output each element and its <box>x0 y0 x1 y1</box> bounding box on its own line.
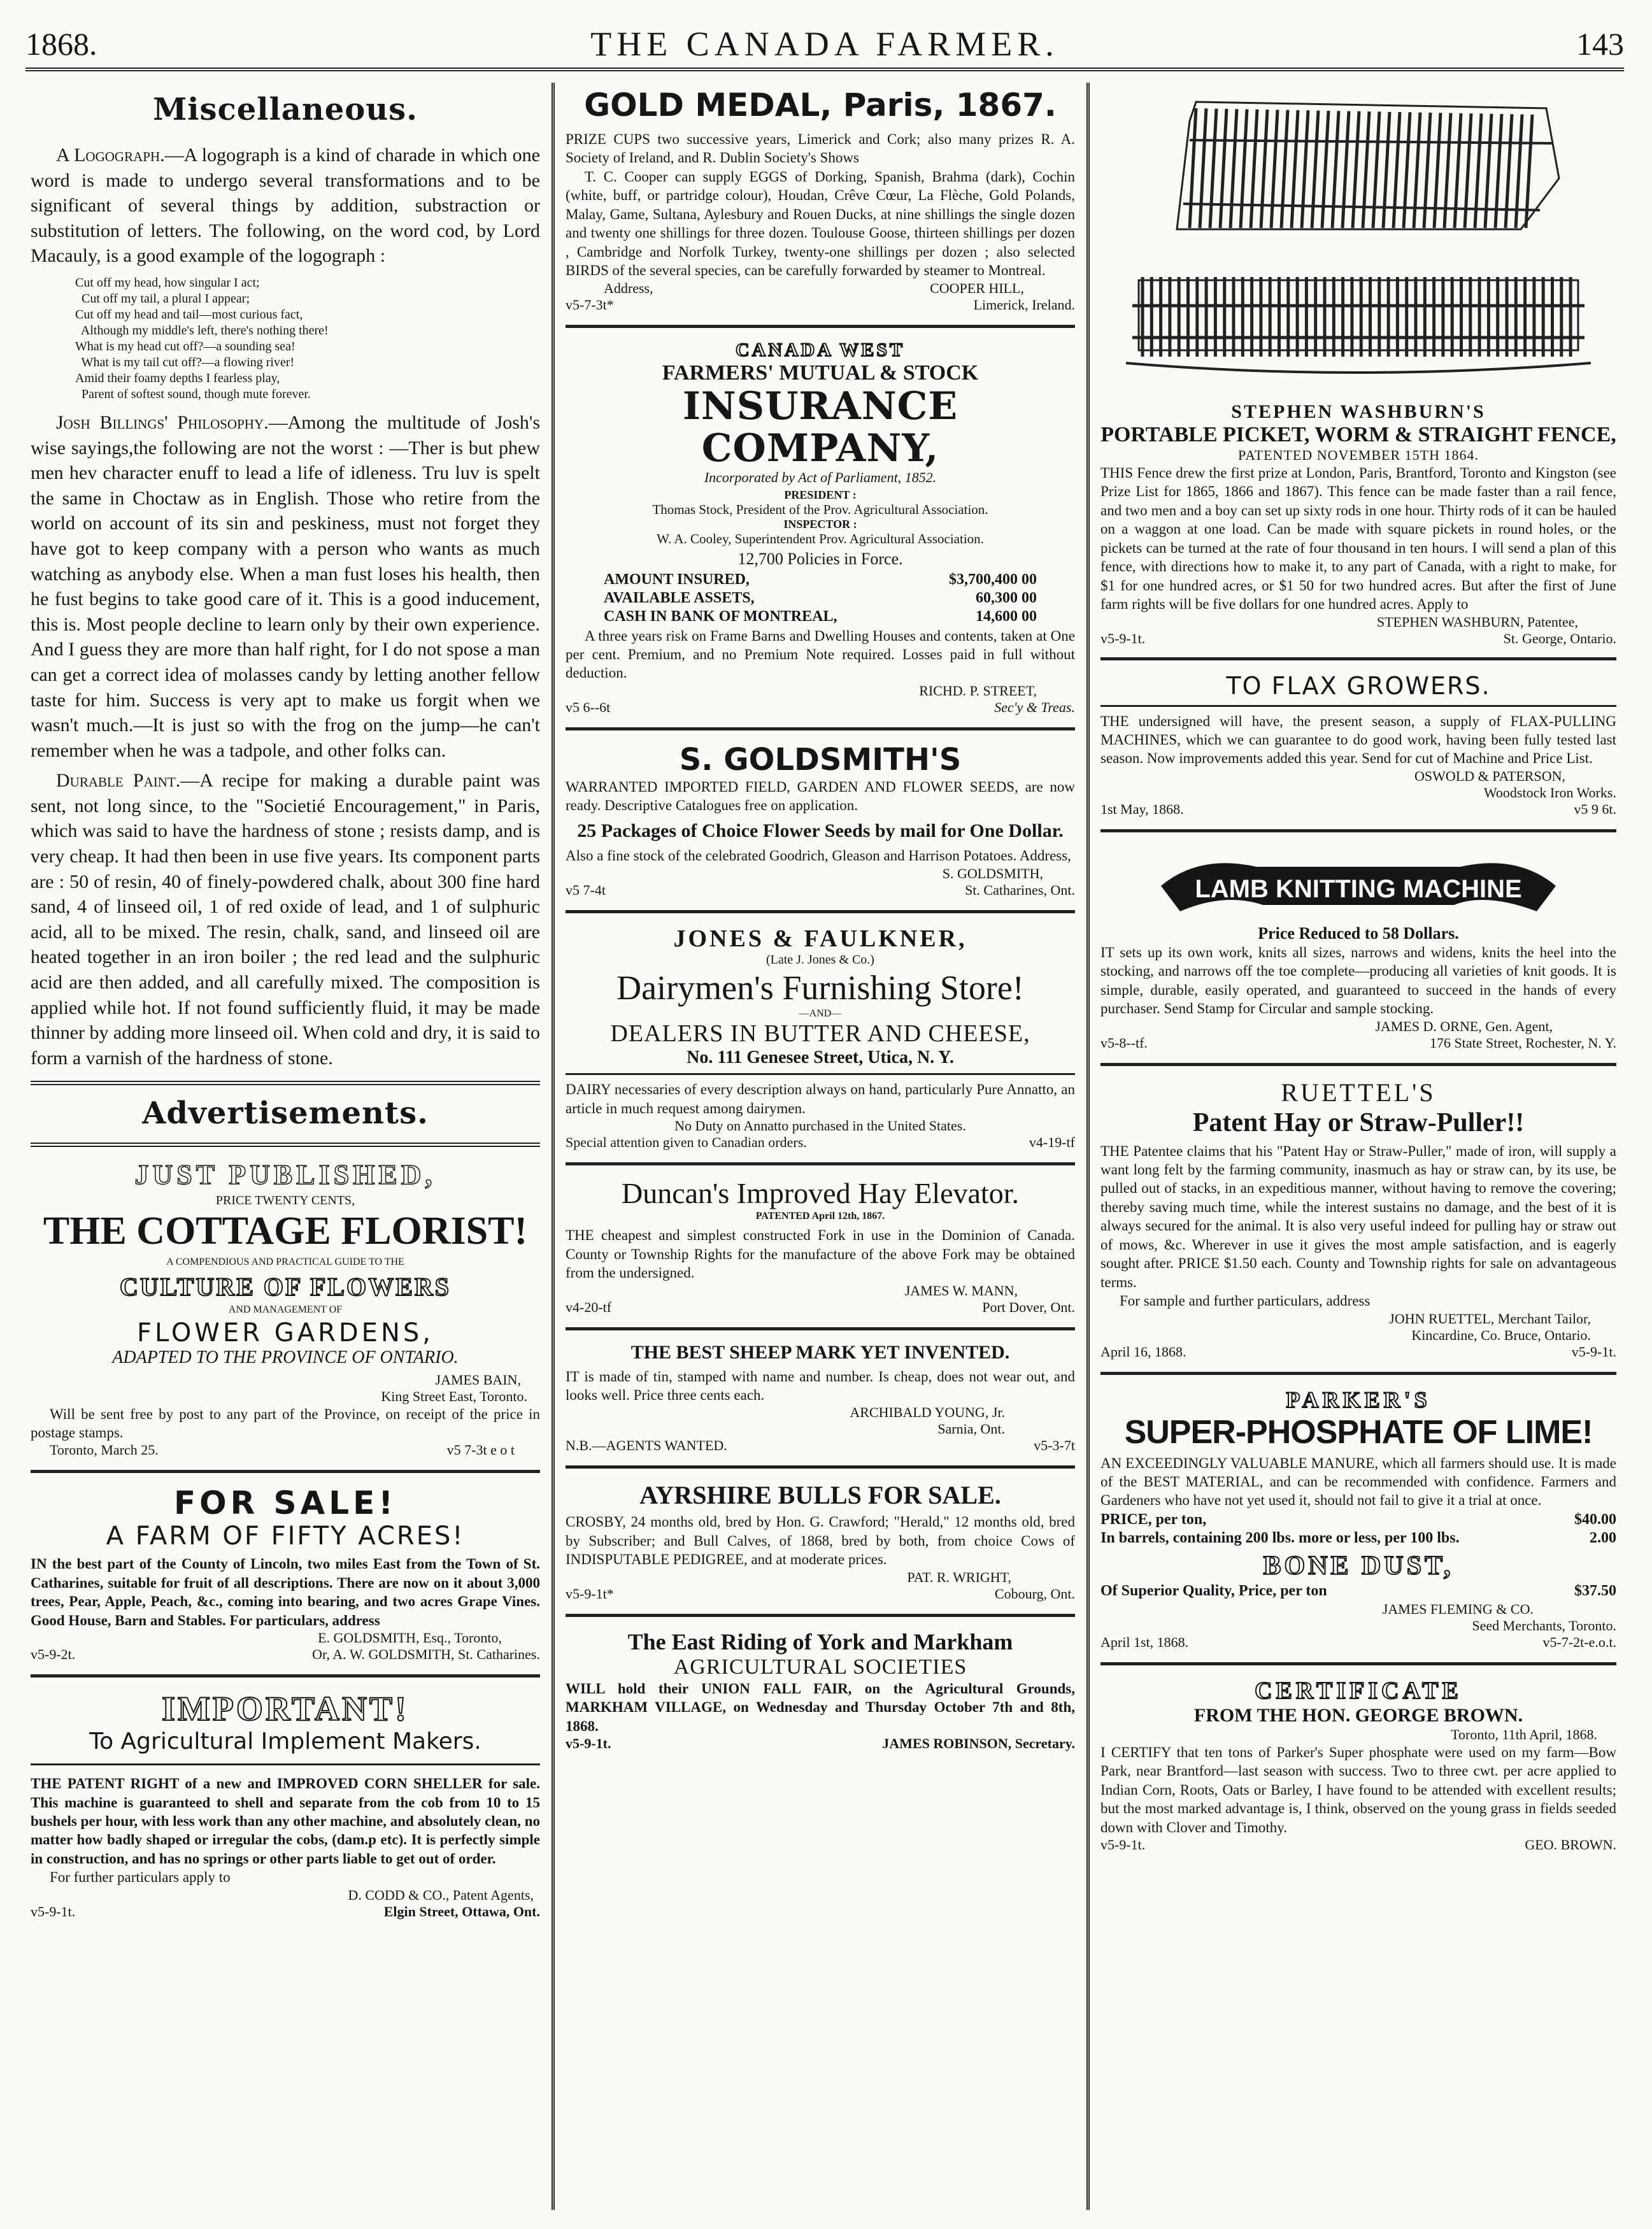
section-rule <box>31 1081 540 1085</box>
florist-author: JAMES BAIN, <box>435 1371 521 1388</box>
verse-line: What is my tail cut off?—a flowing river! <box>75 355 295 369</box>
washburn-text: THIS Fence drew the first prize at London, Paris, Brantford, Toronto and Kingston (see Prize List for 1865, 1866 and 1867). This fence can be made faster than a rail fence, and two men and a boy can set up sixty rods in one hour. Thirty rods of it can be hauled on a waggon at one load. Can be made with square pickets in round holes, or the pickets can be turned at the rate of four thousand in ten hours. I will send a plan of this fence, with directions how to make it, to any part of Canada, with a right to make, for $1 for one hundred acres, or $1 50 for two hundred acres. But after the first of June farm rights will be five dollars for one hundred acres. Apply to <box>1100 465 1616 613</box>
certificate-code: v5-9-1t. <box>1100 1837 1146 1853</box>
certificate-title: CERTIFICATE <box>1255 1677 1462 1704</box>
parker-price-row <box>1100 1511 1616 1528</box>
verse-line: Cut off my tail, a plural I appear; <box>75 291 250 306</box>
knitting-code: v5-8--tf. <box>1100 1034 1148 1051</box>
florist-note: Will be sent free by post to any part of the Province, on receipt of the price in postage stamps. <box>31 1406 540 1441</box>
ad-insurance-company <box>566 338 1075 717</box>
goldsmith-place: St. Catharines, Ont. <box>965 881 1075 898</box>
issue-year: 1868. <box>25 26 97 62</box>
logograph-lead: A Logograph. <box>56 145 165 166</box>
sheep-agents: N.B.—AGENTS WANTED. <box>566 1437 727 1454</box>
important-text: THE PATENT RIGHT of a new and IMPROVED CORN SHELLER for sale. This machine is guaranteed to shell and separate from the cob from 10 to 15 bushels per hour, with less work than any other machine, and absolutely clean, no matter how badly shaped or irregular the cobs, (dam.p etc). It is perfectly simple in construction, and has no springs or other parts liable to get out of order. <box>31 1776 540 1867</box>
ribbon-banner-icon <box>1155 848 1562 918</box>
parker-price-value: 2.00 <box>1590 1529 1616 1546</box>
insurance-row <box>604 590 1037 607</box>
paint-article <box>31 768 540 1071</box>
jones-and: —AND— <box>799 1008 842 1020</box>
insurance-title: INSURANCE COMPANY, <box>682 383 958 471</box>
washburn-patented: PATENTED NOVEMBER 15TH 1864. <box>1238 447 1479 463</box>
advertisements-heading: Advertisements. <box>142 1095 429 1132</box>
insurance-row-label: CASH IN BANK OF MONTREAL, <box>604 608 837 625</box>
parker-title: SUPER-PHOSPHATE OF LIME! <box>1124 1413 1593 1451</box>
miscellaneous-heading: Miscellaneous. <box>153 92 418 127</box>
column-rule-2 <box>1086 83 1090 2210</box>
ruettel-place: Kincardine, Co. Bruce, Ontario. <box>1411 1327 1591 1343</box>
florist-just-published: JUST PUBLISHED, <box>134 1159 436 1191</box>
billings-article <box>31 410 540 763</box>
logograph-verse <box>75 275 540 402</box>
gold-text1: PRIZE CUPS two successive years, Limerick and Cork; also many prizes R. A. Society of Ireland, and R. Dublin Society's Shows <box>566 131 1075 166</box>
duncan-sig: JAMES W. MANN, <box>904 1282 1018 1299</box>
parker-price-value: $40.00 <box>1574 1511 1616 1528</box>
ad-rule <box>566 727 1075 730</box>
flax-code: v5 9 6t. <box>1574 801 1616 817</box>
ayrshire-text: CROSBY, 24 months old, bred by Hon. G. Crawford; "Herald," 12 months old, bred by Subscriber; and Bull Calves, of 1868, bred by both, from choice Cows of INDISPUTABLE PEDIGREE, and at moderate prices. <box>566 1514 1075 1568</box>
ad-parker-super-phosphate <box>1100 1385 1616 1652</box>
washburn-sub: PORTABLE PICKET, WORM & STRAIGHT FENCE, <box>1100 423 1616 446</box>
forsale-title: FOR SALE! <box>173 1485 397 1522</box>
newspaper-title: THE CANADA FARMER. <box>590 25 1059 63</box>
gold-title: GOLD MEDAL, Paris, 1867. <box>584 87 1057 124</box>
ruettel-sig: JOHN RUETTEL, Merchant Tailor, <box>1389 1310 1591 1327</box>
florist-adapted: ADAPTED TO THE PROVINCE OF ONTARIO. <box>112 1347 459 1367</box>
ad-rule <box>1100 829 1616 832</box>
parker-price-label: PRICE, per ton, <box>1100 1511 1207 1528</box>
ad-rule <box>566 910 1075 913</box>
ad-rule <box>31 1470 540 1473</box>
ad-rule <box>1100 657 1616 660</box>
ad-rule <box>566 1327 1075 1330</box>
column-rule-1 <box>552 83 555 2210</box>
certificate-dateline: Toronto, 11th April, 1868. <box>1451 1726 1597 1742</box>
florist-address: King Street East, Toronto. <box>381 1388 527 1404</box>
parker-kicker: PARKER'S <box>1286 1386 1431 1413</box>
parker-sig: JAMES FLEMING & CO. <box>1382 1600 1534 1617</box>
florist-code: v5 7-3t e o t <box>446 1442 515 1458</box>
parker-price-row <box>1100 1530 1616 1547</box>
duncan-patented: PATENTED April 12th, 1867. <box>755 1211 885 1222</box>
ad-flax-growers <box>1100 671 1616 819</box>
florist-date: Toronto, March 25. <box>50 1442 159 1458</box>
verse-line: Parent of softest sound, though mute forever. <box>75 387 311 401</box>
goldsmith-sig: S. GOLDSMITH, <box>942 865 1043 881</box>
ad-rule <box>31 1674 540 1677</box>
knitting-banner-text: LAMB KNITTING MACHINE <box>1195 874 1522 903</box>
goldsmith-code: v5 7-4t <box>566 881 606 898</box>
eastriding-code: v5-9-1t. <box>566 1735 611 1751</box>
ad-rule <box>566 1614 1075 1617</box>
ad-rule <box>1100 705 1616 707</box>
goldsmith-text2: Also a fine stock of the celebrated Goodrich, Gleason and Harrison Potatoes. Address, <box>566 848 1071 864</box>
insurance-inspector-label: INSPECTOR : <box>783 517 857 531</box>
ad-lamb-knitting-machine <box>1100 843 1616 1053</box>
insurance-row-value: 14,600 00 <box>976 608 1037 625</box>
florist-title: THE COTTAGE FLORIST! <box>43 1209 528 1253</box>
gold-sig: COOPER HILL, <box>930 280 1024 296</box>
logograph-text: —A logograph is a kind of charade in which one word is made to undergo several transformations and to be significant of several things by addition, substraction or substitution of letters. The following, on the word cod, by Lord Macauly, is a good example of the logograph : <box>31 145 540 267</box>
insurance-row-label: AVAILABLE ASSETS, <box>604 589 755 606</box>
forsale-sig1: E. GOLDSMITH, Esq., Toronto, <box>318 1630 502 1646</box>
insurance-row-value: 60,300 00 <box>976 589 1037 606</box>
florist-price: PRICE TWENTY CENTS, <box>215 1193 355 1208</box>
ad-corn-sheller <box>31 1688 540 1921</box>
certificate-sub: FROM THE HON. GEORGE BROWN. <box>1193 1704 1523 1726</box>
sheep-code: v5-3-7t <box>1034 1437 1075 1454</box>
ad-farm-for-sale <box>31 1483 540 1664</box>
sheep-text: IT is made of tin, stamped with name and number. Is cheap, does not wear out, and looks well. Price three cents each. <box>566 1368 1075 1403</box>
washburn-sig: STEPHEN WASHBURN, Patentee, <box>1376 613 1578 630</box>
ad-jones-faulkner <box>566 923 1075 1153</box>
sheep-sig: ARCHIBALD YOUNG, Jr. <box>850 1404 1005 1421</box>
insurance-row-label: AMOUNT INSURED, <box>604 571 750 588</box>
verse-line: Amid their foamy depths I fearless play, <box>75 371 280 385</box>
gold-place: Limerick, Ireland. <box>973 296 1075 313</box>
florist-guide: A COMPENDIOUS AND PRACTICAL GUIDE TO THE <box>166 1256 404 1267</box>
insurance-row <box>604 571 1037 588</box>
goldsmith-text: WARRANTED IMPORTED FIELD, GARDEN AND FLOWER SEEDS, are now ready. Descriptive Catalogues free on application. <box>566 778 1075 814</box>
paint-text: —A recipe for making a durable paint was sent, not long since, to the "Societié Encouragement," in Paris, which was said to have the hardness of stone ; resists damp, and is very cheap. It had then been in use five years. Its component parts are : 50 of resin, 40 of finely-powdered chalk, about 300 fine hard sand, 4 of linseed oil, 1 of red oxide of lead, and 1 of sulphuric acid, all to be mixed. The resin, chalk, sand, and linseed oil are heated together in an iron boiler ; the red lead and the sulphuric acid are then added, and all carefully mixed. The composition is applied while hot. If not found sufficiently fluid, it may be made thinner by adding more linseed oil. When cold and dry, it is said to form a varnish of the hardness of stone. <box>31 770 540 1069</box>
important-address: Elgin Street, Ottawa, Ont. <box>383 1903 540 1919</box>
parker-text: AN EXCEEDINGLY VALUABLE MANURE, which all farmers should use. It is made of the BEST MATERIAL, and can be recommended with confidence. Farmers and Gardeners who have not yet used it, should not fail to give it a trial at once. <box>1100 1455 1616 1509</box>
flax-title: TO FLAX GROWERS. <box>1226 671 1491 700</box>
ayrshire-title: AYRSHIRE BULLS FOR SALE. <box>639 1481 1001 1510</box>
bone-label: Of Superior Quality, Price, per ton <box>1100 1582 1327 1599</box>
jones-code: v4-19-tf <box>1029 1134 1075 1151</box>
column-middle <box>566 83 1075 2210</box>
ayrshire-code: v5-9-1t* <box>566 1585 614 1602</box>
billings-text: —Among the multitude of Josh's wise sayings,the following are not the worst : —Ther is but phew men hev character enuff to lead a life of idleness. Tru luv is spelt the same in Choctaw as in English. Those who retire from the world on account of its sin and peskiness, must not forget they have got to keep company with a person who wants as much watching as anybody else. When a man fust loses his health, then he fust begins to take good care of it. This is a good inducement, this is. Most people decline to learn only by their own experience. And I guess they are more than half right, for I do not spose a man can get a correct idea of molasses candy by letting another fellow taste for him. Success is very apt to make us forgit when we wasn't much.—It is just so with the frog on the jump—he can't remember when he was a tadpole, and other folks can. <box>31 411 540 761</box>
ad-rule <box>1100 1662 1616 1665</box>
insurance-sig: RICHD. P. STREET, <box>919 682 1037 699</box>
parker-price-label: In barrels, containing 200 lbs. more or less, per 100 lbs. <box>1100 1529 1460 1546</box>
ad-rule <box>566 1465 1075 1469</box>
insurance-row-value: $3,700,400 00 <box>949 571 1037 588</box>
ad-sheep-mark <box>566 1341 1075 1456</box>
washburn-title: STEPHEN WASHBURN'S <box>1231 401 1486 422</box>
gold-text2: T. C. Cooper can supply EGGS of Dorking, Spanish, Brahma (dark), Cochin (white, buff, or partridge colour), Houdan, Crêve Cœur, La Flèche, Gold Polands, Malay, Game, Sultana, Aylesbury and Rouen Ducks, at nine shillings the single dozen and twenty one shillings for three dozen. Toulouse Goose, thirteen shillings per dozen , Cambridge and Norfolk Turkey, twenty-one shillings per dozen ; also selected BIRDS of the several species, can be carefully forwarded by steamer to Montreal. <box>566 168 1075 279</box>
duncan-title: Duncan's Improved Hay Elevator. <box>622 1177 1019 1210</box>
eastriding-text: WILL hold their UNION FALL FAIR, on the Agricultural Grounds, MARKHAM VILLAGE, on Wednesday and Thursday October 7th and 8th, 1868. <box>566 1680 1075 1734</box>
ad-certificate-brown <box>1100 1676 1616 1855</box>
ayrshire-sig: PAT. R. WRIGHT, <box>907 1569 1011 1585</box>
jones-address: No. 111 Genesee Street, Utica, N. Y. <box>687 1048 954 1068</box>
bone-price-row <box>1100 1583 1616 1600</box>
ad-ayrshire-bulls <box>566 1479 1075 1603</box>
insurance-inspector: W. A. Cooley, Superintendent Prov. Agricultural Association. <box>657 531 984 546</box>
flax-text: THE undersigned will have, the present season, a supply of FLAX-PULLING MACHINES, which we can guarantee to do good work, having been fully tested last season. Now improvements added this year. Send for cut of Machine and Price List. <box>1100 713 1616 767</box>
verse-line: Cut off my head, how singular I act; <box>75 275 260 290</box>
knitting-banner <box>1100 848 1616 918</box>
ad-rule <box>31 1763 540 1765</box>
ad-cottage-florist <box>31 1157 540 1460</box>
goldsmith-offer: 25 Packages of Choice Flower Seeds by mail for One Dollar. <box>577 820 1064 841</box>
washburn-code: v5-9-1t. <box>1100 630 1146 646</box>
insurance-text: A three years risk on Frame Barns and Dwelling Houses and contents, taken at One per cent. Premium, and no Premium Note required. Losses paid in full without deduction. <box>566 627 1075 681</box>
jones-late: (Late J. Jones & Co.) <box>766 952 874 967</box>
duncan-code: v4-20-tf <box>566 1299 612 1315</box>
jones-text: DAIRY necessaries of every description always on hand, particularly Pure Annatto, an article in much request among dairymen. <box>566 1081 1075 1116</box>
bone-title: BONE DUST, <box>1263 1551 1454 1581</box>
insurance-sig-title: Sec'y & Treas. <box>994 699 1075 715</box>
verse-line: Cut off my head and tail—most curious fact, <box>75 307 303 322</box>
ad-goldsmith-seeds <box>566 741 1075 900</box>
flax-date: 1st May, 1868. <box>1100 801 1184 817</box>
ruettel-sub: Patent Hay or Straw-Puller!! <box>1192 1107 1525 1137</box>
goldsmith-title: S. GOLDSMITH'S <box>679 741 962 778</box>
eastriding-sig: JAMES ROBINSON, Secretary. <box>882 1735 1075 1751</box>
knitting-place: 176 State Street, Rochester, N. Y. <box>1429 1034 1616 1051</box>
insurance-sub: FARMERS' MUTUAL & STOCK <box>662 360 979 385</box>
ayrshire-place: Cobourg, Ont. <box>994 1585 1075 1602</box>
insurance-row <box>604 608 1037 625</box>
florist-gardens: FLOWER GARDENS, <box>137 1318 434 1348</box>
ad-rule <box>566 1073 1075 1075</box>
ad-gold-medal <box>566 83 1075 315</box>
header-rule <box>25 68 1624 71</box>
column-right <box>1100 83 1616 2210</box>
page-number: 143 <box>1576 26 1624 62</box>
paint-lead: Durable Paint. <box>56 770 181 792</box>
bone-value: $37.50 <box>1574 1582 1616 1599</box>
insurance-president: Thomas Stock, President of the Prov. Agricultural Association. <box>652 501 988 517</box>
parker-code: v5-7-2t-e.o.t. <box>1542 1634 1616 1650</box>
jones-dealers: DEALERS IN BUTTER AND CHEESE, <box>610 1020 1030 1048</box>
insurance-kicker: CANADA WEST <box>736 339 905 360</box>
insurance-policies: 12,700 Policies in Force. <box>737 549 903 568</box>
ruettel-further: For sample and further particulars, address <box>1120 1293 1371 1309</box>
ad-rule <box>566 325 1075 328</box>
important-subtitle: To Agricultural Implement Makers. <box>89 1728 481 1755</box>
jones-special: Special attention given to Canadian orders. <box>566 1134 807 1151</box>
washburn-place: St. George, Ontario. <box>1503 630 1616 646</box>
insurance-code: v5 6--6t <box>566 699 611 715</box>
knitting-sig: JAMES D. ORNE, Gen. Agent, <box>1375 1018 1553 1034</box>
certificate-sig: GEO. BROWN. <box>1525 1837 1616 1853</box>
verse-line: Although my middle's left, there's nothing there! <box>75 323 329 338</box>
ad-rule <box>1100 1063 1616 1066</box>
jones-duty: No Duty on Annatto purchased in the United States. <box>674 1118 966 1134</box>
eastriding-sub: AGRICULTURAL SOCIETIES <box>673 1655 967 1679</box>
insurance-president-label: PRESIDENT : <box>784 488 857 501</box>
section-rule <box>31 1143 540 1147</box>
page-header <box>25 18 1624 75</box>
parker-place: Seed Merchants, Toronto. <box>1472 1617 1616 1634</box>
forsale-sig2: Or, A. W. GOLDSMITH, St. Catharines. <box>312 1646 540 1663</box>
forsale-text: IN the best part of the County of Lincoln, two miles East from the Town of St. Catharines, suitable for fruit of all descriptions. There are now on it about 3,000 trees, Pear, Apple, Peach, &c., coming into bearing, and two acres Grape Vines. Good House, Barn and Stables. For particulars, address <box>31 1556 540 1628</box>
billings-lead: Josh Billings' Philosophy. <box>56 411 269 433</box>
forsale-subtitle: A FARM OF FIFTY ACRES! <box>106 1521 465 1551</box>
important-title: IMPORTANT! <box>161 1690 409 1728</box>
duncan-place: Port Dover, Ont. <box>982 1299 1075 1315</box>
important-further: For further particulars apply to <box>50 1869 231 1886</box>
gold-code: v5-7-3t* <box>566 296 614 313</box>
ad-duncan-hay-elevator <box>566 1176 1075 1316</box>
fence-engraving <box>1100 83 1616 401</box>
column-left <box>31 83 540 2210</box>
important-code: v5-9-1t. <box>31 1903 76 1919</box>
duncan-text: THE cheapest and simplest constructed Fork in use in the Dominion of Canada. County or Township Rights for the manufacture of the above Fork may be obtained from the undersigned. <box>566 1227 1075 1281</box>
jones-title: JONES & FAULKNER, <box>673 925 967 952</box>
florist-and: AND MANAGEMENT OF <box>228 1304 343 1315</box>
ad-rule <box>1100 1372 1616 1375</box>
knitting-price: Price Reduced to 58 Dollars. <box>1258 923 1459 943</box>
ruettel-title: RUETTEL'S <box>1281 1078 1436 1107</box>
knitting-text: IT sets up its own work, knits all sizes, narrows and widens, knits the heel into the stocking, and narrows off the toe complete—producing all varieties of knit goods. It is simple, durable, easily operated, and guaranteed to succeed in the hands of every purchaser. Send Stamp for Circular and sample stocking. <box>1100 944 1616 1017</box>
ad-east-riding-fair <box>566 1627 1075 1753</box>
sheep-title: THE BEST SHEEP MARK YET INVENTED. <box>630 1341 1010 1363</box>
insurance-inc: Incorporated by Act of Parliament, 1852. <box>704 469 937 485</box>
ruettel-code: v5-9-1t. <box>1571 1343 1616 1360</box>
flax-sig: OSWOLD & PATERSON, <box>1414 767 1565 784</box>
important-sig: D. CODD & CO., Patent Agents, <box>348 1886 534 1903</box>
logograph-article <box>31 143 540 269</box>
florist-culture: CULTURE OF FLOWERS <box>119 1272 451 1301</box>
verse-line: What is my head cut off?—a sounding sea! <box>75 339 296 353</box>
ruettel-text: THE Patentee claims that his "Patent Hay or Straw-Puller," made of iron, will supply a want long felt by the farming community, inasmuch as hay or straw can, by its use, be pulled out of stacks, in an expeditious manner, without having to remove the covering; thereby saving much time, while the interest sustains no damage, and the best of it is always secured for the animal. It is also very useful indeed for pulling hay or straw out of mows, &c. Wherever in use it gives the most ample satisfaction, and is eagerly sought after. PRICE $1.50 each. County and Township rights for sale on advantageous terms. <box>1100 1143 1616 1290</box>
gold-address-label: Address, <box>604 280 653 296</box>
eastriding-title: The East Riding of York and Markham <box>627 1628 1013 1655</box>
flax-place: Woodstock Iron Works. <box>1483 784 1616 801</box>
jones-store: Dairymen's Furnishing Store! <box>616 968 1024 1007</box>
ad-ruettel-straw-puller <box>1100 1076 1616 1362</box>
forsale-code: v5-9-2t. <box>31 1646 76 1663</box>
sheep-place: Sarnia, Ont. <box>937 1421 1005 1437</box>
parker-date: April 1st, 1868. <box>1100 1634 1189 1650</box>
certificate-text: I CERTIFY that ten tons of Parker's Super phosphate were used on my farm—Bow Park, near Brantford—last season with success. Two to three cwt. per acre applied to Indian Corn, Roots, Oats or Barley, I have found to be attended with excellent results; but the most marked advantage is, I think, observed on the young grass in fields seeded down with Clover and Timothy. <box>1100 1744 1616 1835</box>
ruettel-date: April 16, 1868. <box>1100 1343 1186 1360</box>
ad-rule <box>566 1162 1075 1165</box>
